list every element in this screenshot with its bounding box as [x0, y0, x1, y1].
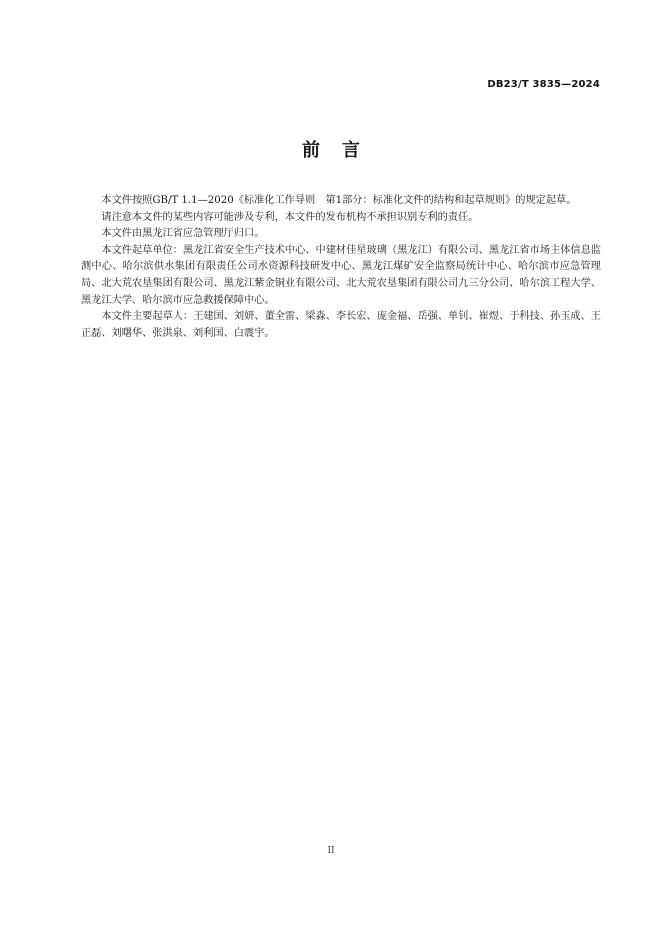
page-title: 前言 — [302, 140, 382, 161]
paragraph-jurisdiction: 本文件由黑龙江省应急管理厅归口。 — [101, 228, 265, 240]
page-number: II — [327, 846, 335, 856]
paragraph-drafters: 本文件主要起草人：王建国、刘妍、董全雷、梁淼、李长宏、庞金福、岳强、单钊、崔煜、于科技、孙玉成、王正磊、刘曙华、张洪泉、刘利国、白震宇。 — [81, 311, 601, 339]
paragraph-patent-notice: 请注意本文件的某些内容可能涉及专利，本文件的发布机构不承担识别专利的责任。 — [101, 211, 479, 223]
document-code: DB23/T 3835—2024 — [487, 79, 600, 90]
foreword-body — [81, 193, 601, 342]
paragraph-drafting-rules: 本文件按照GB/T 1.1—2020《标准化工作导则 第1部分：标准化文件的结构和起草规则》的规定起草。 — [101, 195, 577, 206]
paragraph-drafting-units: 本文件起草单位：黑龙江省安全生产技术中心、中建材佳星玻璃（黑龙江）有限公司、黑龙江省市场主体信息监测中心、哈尔滨供水集团有限责任公司水资源科技研发中心、黑龙江煤矿安全监察局统计中心、哈尔滨市应急管理局、北大荒农垦集团有限公司、黑龙江紫金铜业有限公司、北大荒农垦集团有限公司九三分公司、哈尔滨工程大学、黑龙江大学、哈尔滨市应急救援保障中心。 — [81, 244, 601, 306]
